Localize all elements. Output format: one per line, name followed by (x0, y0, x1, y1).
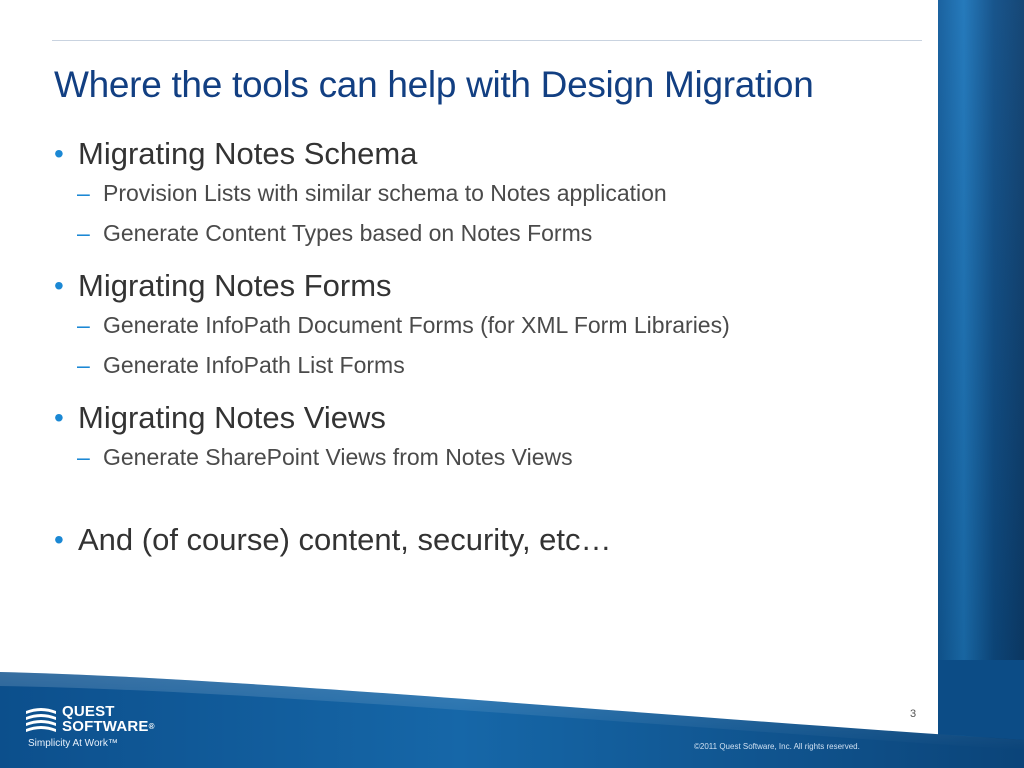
bullet-text: And (of course) content, security, etc… (78, 522, 612, 557)
logo-wordmark-software: SOFTWARE (62, 718, 149, 735)
logo-tagline: Simplicity At Work™ (28, 738, 118, 749)
sub-bullet-item (54, 310, 914, 340)
sub-bullet-marker: – (77, 352, 90, 378)
bullet-marker: • (54, 138, 64, 169)
sub-bullet-marker: – (77, 312, 90, 338)
registered-mark: ® (148, 722, 155, 731)
quest-software-logo (24, 702, 194, 752)
sub-bullet-item (54, 178, 914, 208)
sub-bullet-text: Generate InfoPath Document Forms (for XML Form Libraries) (103, 312, 730, 338)
bullet-marker: • (54, 524, 64, 555)
sub-bullet-marker: – (77, 180, 90, 206)
copyright-notice: ©2011 Quest Software, Inc. All rights reserved. (694, 742, 860, 751)
bullet-text: Migrating Notes Forms (78, 268, 392, 303)
quest-logo-icon (24, 705, 58, 735)
sub-bullet-text: Generate SharePoint Views from Notes Views (103, 444, 573, 470)
sub-bullet-text: Provision Lists with similar schema to Notes application (103, 180, 667, 206)
bullet-item (54, 520, 914, 560)
bullet-marker: • (54, 270, 64, 301)
sub-bullet-marker: – (77, 444, 90, 470)
slide-title: Where the tools can help with Design Migration (54, 64, 814, 105)
sub-bullet-item (54, 350, 914, 380)
sub-bullet-text: Generate InfoPath List Forms (103, 352, 405, 378)
bullet-text: Migrating Notes Schema (78, 136, 418, 171)
sub-bullet-item (54, 218, 914, 248)
bullet-item (54, 398, 914, 438)
bullet-item (54, 266, 914, 306)
right-decorative-band (938, 0, 1024, 768)
logo-wordmark-line1: QUEST (62, 703, 115, 720)
bullet-item (54, 134, 914, 174)
title-divider (52, 40, 922, 41)
sub-bullet-item (54, 442, 914, 472)
logo-wordmark-line2 (62, 719, 155, 734)
bullet-text: Migrating Notes Views (78, 400, 386, 435)
sub-bullet-marker: – (77, 220, 90, 246)
sub-bullet-text: Generate Content Types based on Notes Forms (103, 220, 593, 246)
bullet-list (54, 134, 914, 560)
bullet-marker: • (54, 402, 64, 433)
page-number: 3 (910, 708, 917, 720)
